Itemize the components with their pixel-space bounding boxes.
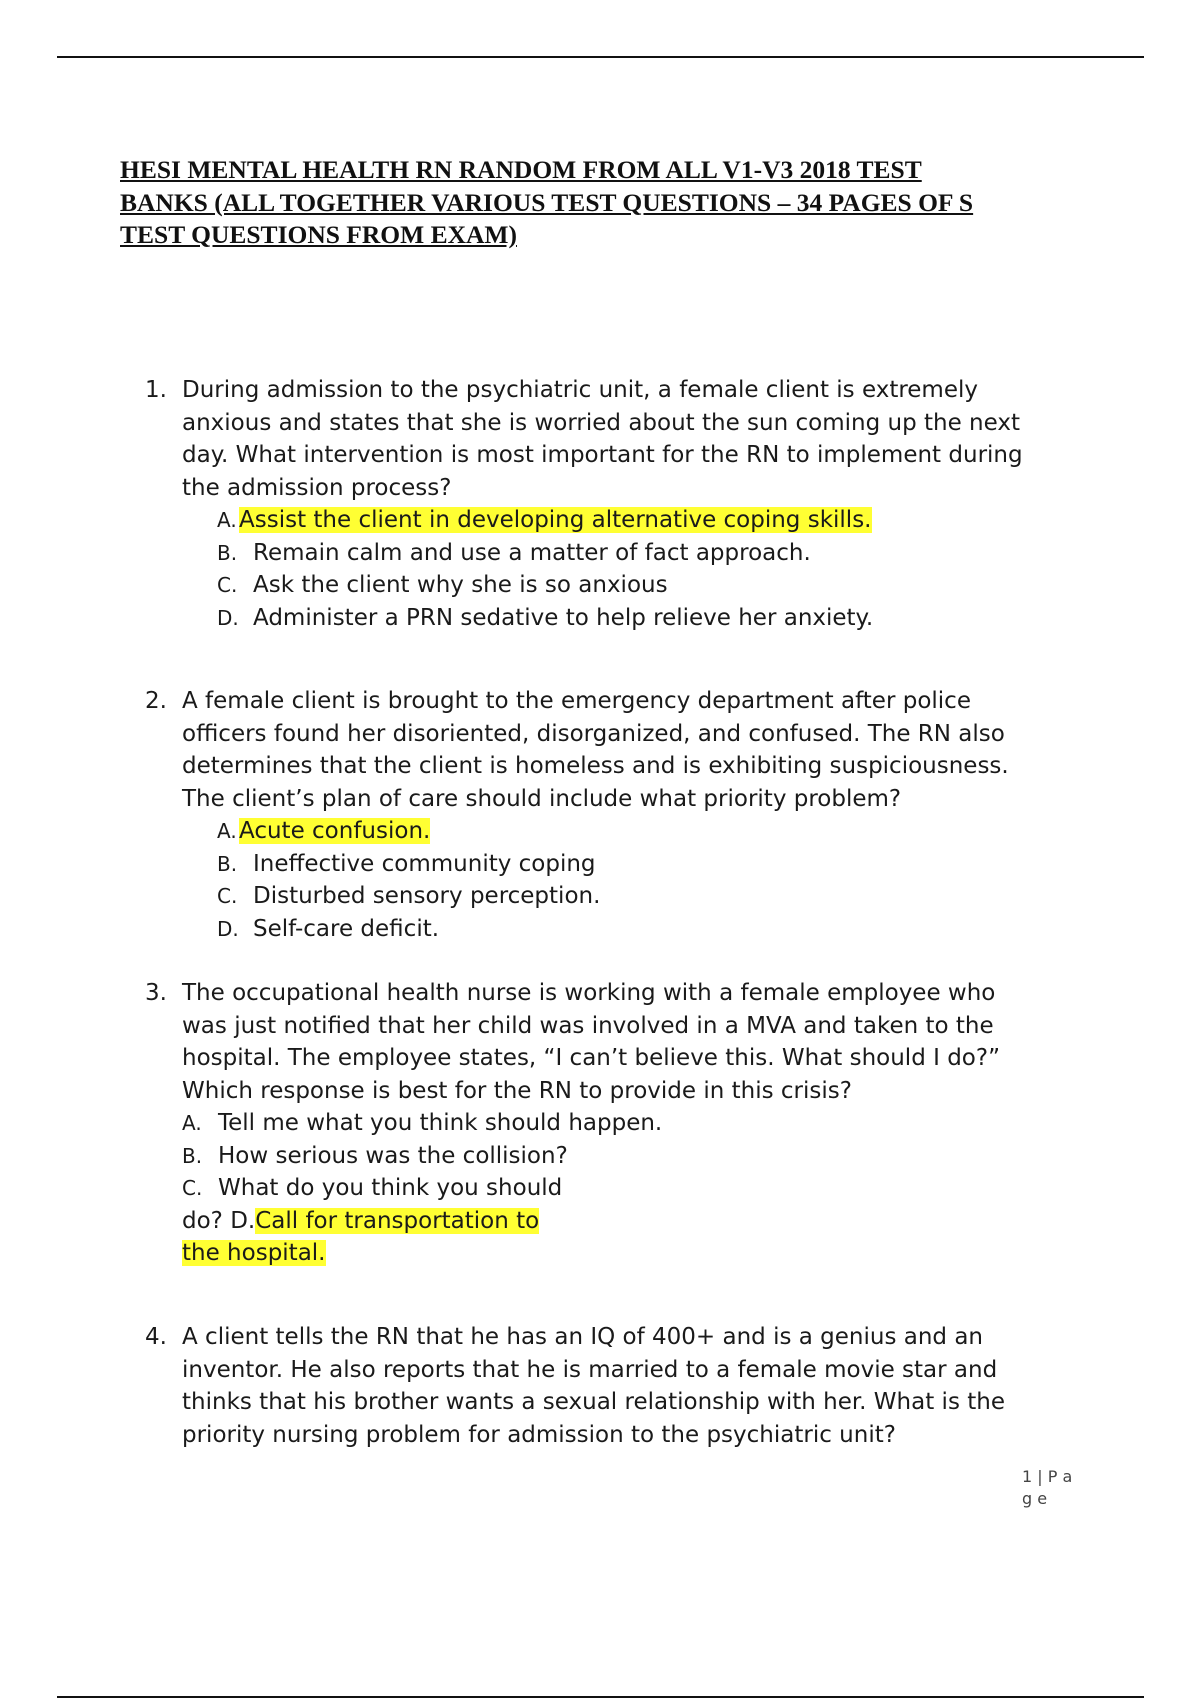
option-letter: C.: [217, 884, 238, 908]
option-letter: B.: [217, 851, 238, 876]
stem-line: officers found her disoriented, disorganized, and confused. The RN also: [182, 720, 1005, 747]
question-4: [145, 1321, 1075, 1451]
option-letter: A.: [217, 819, 237, 843]
question-stem: [182, 1321, 1075, 1451]
option-text-highlighted: the hospital.: [182, 1240, 326, 1266]
option-letter: B.: [182, 1143, 203, 1168]
stem-line: A female client is brought to the emergency department after police: [182, 688, 971, 714]
option-letter: D.: [217, 605, 239, 630]
option-letter: A.: [217, 508, 237, 532]
option-a: [217, 815, 1075, 848]
option-text: Tell me what you think should happen.: [218, 1110, 663, 1136]
option-b: [217, 537, 1075, 570]
option-letter: B.: [217, 540, 238, 565]
question-number: 1.: [145, 377, 167, 403]
option-letter: D.: [217, 916, 239, 941]
wrap-prefix: do? D.: [182, 1207, 256, 1234]
stem-line: the admission process?: [182, 474, 452, 501]
stem-line: inventor. He also reports that he is married to a female movie star and: [182, 1356, 998, 1383]
stem-line: Which response is best for the RN to provide in this crisis?: [182, 1077, 852, 1104]
stem-line: A client tells the RN that he has an IQ of 400+ and is a genius and an: [182, 1324, 984, 1350]
stem-line: The occupational health nurse is working with a female employee who: [182, 980, 996, 1006]
option-text: Ask the client why she is so anxious: [253, 572, 668, 598]
option-a: [182, 1107, 1075, 1140]
stem-line: determines that the client is homeless and is exhibiting suspiciousness.: [182, 753, 1009, 779]
option-c: [182, 1172, 1075, 1205]
title-line-3: TEST QUESTIONS FROM EXAM): [120, 220, 517, 249]
option-text: Remain calm and use a matter of fact approach.: [253, 539, 811, 566]
question-stem: [182, 977, 1075, 1107]
option-letter: C.: [217, 573, 238, 597]
option-text-highlighted: Call for transportation to: [255, 1207, 540, 1234]
question-number: 2.: [145, 688, 167, 714]
page-number: 1 | P a g e: [1022, 1467, 1073, 1508]
stem-line: day. What intervention is most important for the RN to implement during: [182, 442, 1023, 468]
option-text: Ineffective community coping: [253, 850, 596, 877]
option-text: Administer a PRN sedative to help relieve her anxiety.: [253, 604, 874, 631]
question-1: [145, 374, 1075, 634]
question-2: [145, 685, 1075, 945]
stem-line: hospital. The employee states, “I can’t believe this. What should I do?”: [182, 1045, 1000, 1071]
question-3: [145, 977, 1075, 1270]
option-d: [217, 602, 1075, 635]
document-title: [120, 154, 1120, 252]
option-c: [217, 569, 1075, 602]
option-d-wrapped: [182, 1205, 1075, 1238]
question-stem: [182, 685, 1075, 815]
option-text: What do you think you should: [218, 1175, 563, 1201]
option-d-continued: [182, 1237, 1075, 1270]
option-letter: A.: [182, 1111, 202, 1135]
option-text-highlighted: Acute confusion.: [239, 818, 431, 844]
option-letter: C.: [182, 1176, 203, 1200]
top-rule: [57, 56, 1144, 58]
option-b: [217, 848, 1075, 881]
stem-line: thinks that his brother wants a sexual relationship with her. What is the: [182, 1389, 1005, 1415]
option-d: [217, 913, 1075, 946]
bottom-rule: [57, 1696, 1144, 1698]
option-text: How serious was the collision?: [218, 1142, 568, 1169]
stem-line: priority nursing problem for admission to the psychiatric unit?: [182, 1421, 896, 1448]
option-b: [182, 1140, 1075, 1173]
title-line-2: BANKS (ALL TOGETHER VARIOUS TEST QUESTIONS – 34 PAGES OF S: [120, 187, 974, 217]
option-a: [217, 504, 1075, 537]
option-text: Self-care deficit.: [253, 915, 440, 942]
title-line-1: HESI MENTAL HEALTH RN RANDOM FROM ALL V1-V3 2018 TEST: [120, 155, 922, 184]
option-text: Disturbed sensory perception.: [253, 883, 601, 909]
stem-line: was just notified that her child was involved in a MVA and taken to the: [182, 1012, 994, 1039]
stem-line: During admission to the psychiatric unit, a female client is extremely: [182, 377, 978, 403]
option-c: [217, 880, 1075, 913]
option-text-highlighted: Assist the client in developing alternative coping skills.: [239, 507, 872, 533]
question-number: 3.: [145, 980, 167, 1006]
stem-line: The client’s plan of care should include what priority problem?: [182, 785, 902, 812]
stem-line: anxious and states that she is worried about the sun coming up the next: [182, 409, 1020, 436]
question-number: 4.: [145, 1324, 167, 1350]
question-stem: [182, 374, 1075, 504]
